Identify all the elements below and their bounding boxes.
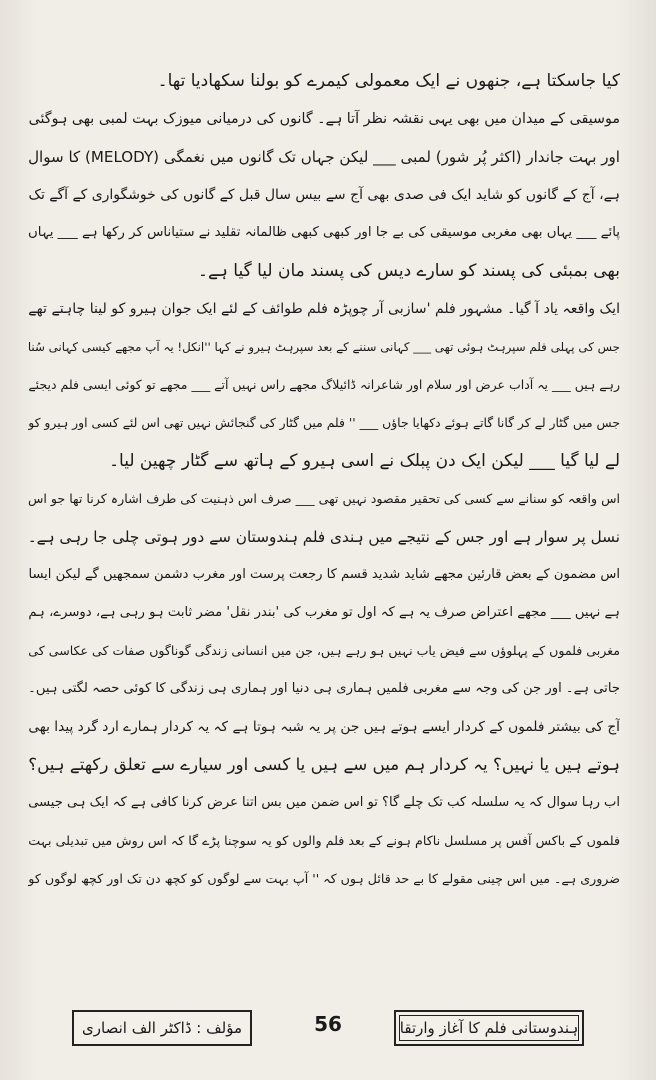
text-line: اس مضمون کے بعض قارئین مجھے شاید شدید قسم کا رجعت پرست اور مغرب دشمن سمجھیں گے لیکن ایسا <box>28 567 620 582</box>
text-line: ضروری ہے۔ میں اس چینی مقولے کا بے حد قائل ہوں کہ '' آپ بہت سے لوگوں کو کچھ دن تک اور کچھ لوگوں کو <box>28 871 620 886</box>
text-line: آج کی بیشتر فلموں کے کردار ایسے ہوتے ہیں جن پر یہ شبہ ہوتا ہے کہ یہ کردار ہمارے ارد گرد پیدا بھی <box>28 719 620 735</box>
paragraph <box>28 62 620 100</box>
page-footer <box>72 1010 584 1052</box>
text-line: جاتی ہے۔ اور جن کی وجہ سے مغربی فلمیں ہماری ہی دنیا اور ہماری ہی زندگی کا کوئی حصہ لگتی ہیں۔ <box>28 681 620 696</box>
text-line: بھی بمبئی کی پسند کو سارے دیس کی پسند مان لیا گیا ہے۔ <box>198 261 620 281</box>
paragraph <box>28 784 620 898</box>
text-line: ہے نہیں ___ مجھے اعتراض صرف یہ ہے کہ اول تو مغرب کی 'بندر نقل' مضر ثابت ہو رہی ہے، دوسرے، ہم <box>28 605 620 620</box>
text-line: اب رہا سوال کہ یہ سلسلہ کب تک چلے گا؟ تو اس ضمن میں بس اتنا عرض کرنا کافی ہے کہ ایک ہی جیسی <box>28 795 620 810</box>
text-line: رہے ہیں ___ یہ آداب عرض اور سلام اور شاعرانہ ڈائیلاگ مجھے راس نہیں آتے ___ مجھے تو کوئی ایسی فلم دیجئے <box>28 377 620 392</box>
text-line: فلموں کے باکس آفس پر مسلسل ناکام ہونے کے بعد فلم والوں کو یہ سوچنا پڑے گا کہ اس روش میں تبدیلی بہت <box>28 833 620 848</box>
paragraph <box>28 708 620 784</box>
page-number: 56 <box>314 1012 342 1036</box>
text-line: کیا جاسکتا ہے، جنھوں نے ایک معمولی کیمرے کو بولنا سکھادیا تھا۔ <box>157 71 620 91</box>
text-line: اس واقعہ کو سنانے سے کسی کی تحقیر مقصود نہیں تھی ___ صرف اس ذہنیت کی طرف اشارہ کرنا تھا جو اس <box>28 491 620 506</box>
paragraph <box>28 556 620 708</box>
text-line: ہے، آج کے گانوں کو شاید ایک فی صدی بھی آج سے بیس سال قبل کے گانوں کی خوشگواری کے آگے تک <box>28 187 620 203</box>
text-line: پائے ___ یہاں بھی مغربی موسیقی کی بے جا اور کبھی کبھی ظالمانہ تقلید نے ستیاناس کر رکھا ہے ___ یہاں <box>28 225 620 240</box>
text-line: نسل پر سوار ہے اور جس کے نتیجے میں ہندی فلم ہندوستان سے دور ہوتی چلی جا رہی ہے۔ <box>28 528 620 546</box>
paragraph <box>28 480 620 556</box>
paragraph <box>28 290 620 480</box>
text-line: جس میں گٹار لے کر گانا گاتے ہوئے دکھایا جاؤں ___ '' فلم میں گٹار کی گنجائش نہیں تھی اس لئے کسی اور ہیرو کو <box>28 416 620 430</box>
author-box: مؤلف : ڈاکٹر الف انصاری <box>72 1010 252 1046</box>
paragraph <box>28 100 620 290</box>
book-title-box: ہندوستانی فلم کا آغاز وارتقا <box>394 1010 584 1046</box>
text-line: اور بہت جاندار (اکثر پُر شور) لمبی ___ لیکن جہاں تک گانوں میں نغمگی (MELODY) کا سوال <box>28 148 620 166</box>
text-line: موسیقی کے میدان میں بھی یہی نقشہ نظر آتا ہے۔ گانوں کی درمیانی میوزک بہت لمبی بھی ہوگئی <box>28 111 620 127</box>
text-line: ایک واقعہ یاد آ گیا۔ مشہور فلم 'سازبی آر چوپڑہ فلم طوائف کے لئے ایک جوان ہیرو کو لینا چاہتے تھے <box>28 301 620 317</box>
text-line: جس کی پہلی فلم سپرہٹ ہوئی تھی ___ کہانی سننے کے بعد سپرہٹ ہیرو نے کہا ''انکل! یہ آپ مجھے کیسی کہانی سُنا <box>28 340 620 354</box>
text-line: ہوتے ہیں یا نہیں؟ یہ کردار ہم میں سے ہیں یا کسی اور سیارے سے تعلق رکھتے ہیں؟ <box>28 755 620 774</box>
page-body-text <box>28 62 620 898</box>
text-line: لے لیا گیا ___ لیکن ایک دن پبلک نے اسی ہیرو کے ہاتھ سے گٹار چھین لیا۔ <box>109 451 620 471</box>
text-line: مغربی فلموں کے پہلوؤں سے فیض یاب نہیں ہو رہے ہیں، جن میں انسانی زندگی گوناگوں صفات کی عکاسی کی <box>28 643 620 658</box>
